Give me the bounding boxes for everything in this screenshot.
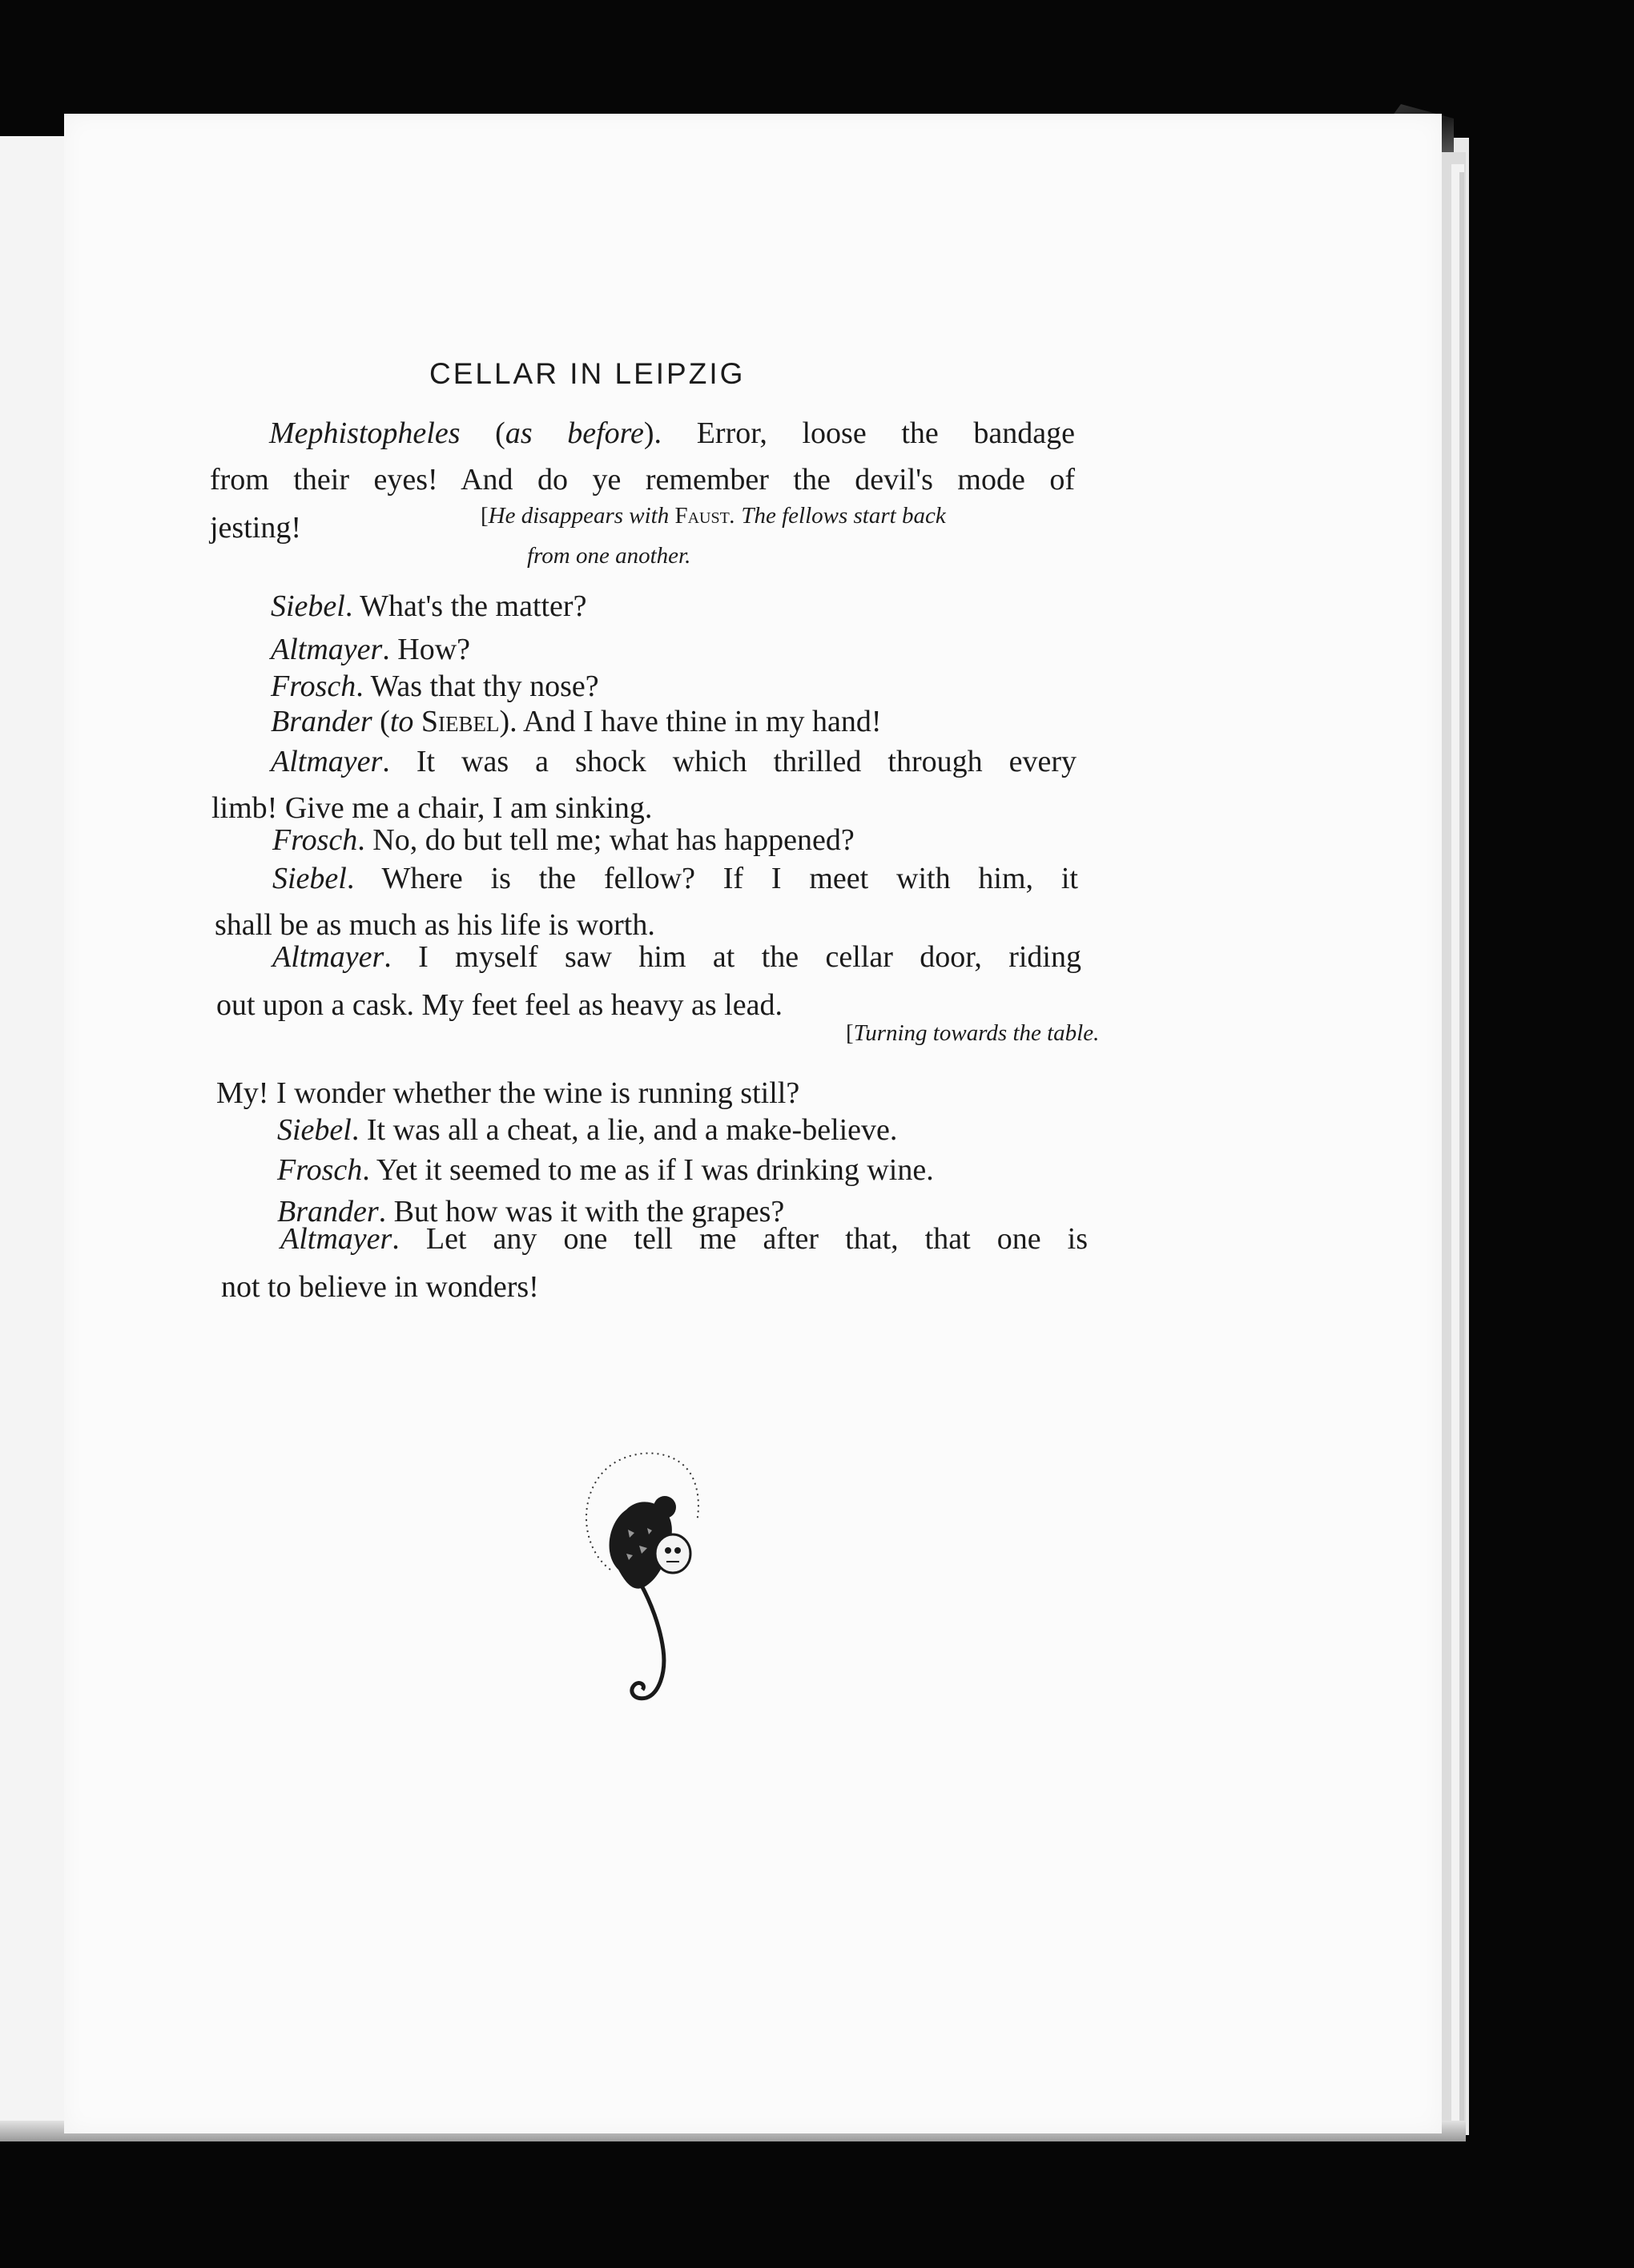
- dialogue-line: Siebel. It was all a cheat, a lie, and a make-believe.: [277, 1113, 898, 1147]
- dialogue-text: Error, loose the bandage: [662, 416, 1075, 450]
- dialogue-continuation: shall be as much as his life is worth.: [215, 908, 655, 942]
- dialogue-line: Altmayer. How?: [271, 633, 471, 666]
- speaker-name: Brander: [271, 705, 372, 738]
- dialogue-text: Yet it seemed to me as if I was drinking wine.: [369, 1153, 934, 1187]
- dialogue-line: Frosch. Was that thy nose?: [271, 670, 599, 703]
- dialogue-text: And I have thine in my hand!: [517, 705, 882, 738]
- speaker-aside: as before: [505, 416, 644, 450]
- dialogue-text: It was a shock which thrilled through every: [389, 745, 1077, 778]
- dialogue-text: Was that thy nose?: [363, 670, 599, 703]
- speaker-aside-name: Siebel: [421, 705, 500, 738]
- dialogue-continuation: not to believe in wonders!: [221, 1270, 539, 1304]
- stage-direction: [Turning towards the table.: [846, 1020, 1100, 1046]
- dialogue-line: Altmayer. Let any one tell me after that, that one is: [280, 1222, 1088, 1256]
- dialogue-line: Frosch. Yet it seemed to me as if I was drinking wine.: [277, 1153, 934, 1187]
- dialogue-text: It was all a cheat, a lie, and a make-believe.: [359, 1113, 898, 1147]
- dialogue-continuation: out upon a cask. My feet feel as heavy as lead.: [216, 988, 783, 1022]
- speaker-name: Brander: [277, 1195, 379, 1228]
- dialogue-line: Frosch. No, do but tell me; what has happened?: [272, 823, 855, 857]
- dialogue-line: Siebel. Where is the fellow? If I meet with him, it: [272, 862, 1078, 895]
- speaker-name: Altmayer: [272, 940, 384, 974]
- speaker-aside: to: [389, 705, 414, 738]
- speaker-name: Altmayer: [280, 1222, 392, 1256]
- monkey-with-skull-vignette-icon: [570, 1434, 730, 1738]
- stage-direction: [He disappears with Faust. The fellows start back: [481, 503, 946, 529]
- dialogue-line: Brander. But how was it with the grapes?: [277, 1195, 785, 1228]
- dialogue-continuation: jesting!: [210, 511, 301, 545]
- speaker-name: Siebel: [277, 1113, 352, 1147]
- dialogue-text: Let any one tell me after that, that one is: [399, 1222, 1088, 1256]
- dialogue-line: Siebel. What's the matter?: [271, 589, 587, 623]
- speaker-name: Mephistopheles: [269, 416, 461, 450]
- dialogue-text: What's the matter?: [352, 589, 587, 623]
- dialogue-line: Brander (to Siebel). And I have thine in my hand!: [271, 705, 882, 738]
- speaker-name: Siebel: [271, 589, 345, 623]
- dialogue-continuation: limb! Give me a chair, I am sinking.: [211, 791, 653, 825]
- speaker-name: Altmayer: [271, 745, 383, 778]
- stage-direction-name: Faust: [674, 503, 730, 529]
- dialogue-text: I myself saw him at the cellar door, riding: [391, 940, 1081, 974]
- facing-page-edge: [0, 136, 70, 2130]
- speaker-name: Frosch: [277, 1153, 363, 1187]
- dialogue-line: Mephistopheles (as before). Error, loose the bandage: [269, 416, 1075, 450]
- speaker-name: Frosch: [271, 670, 356, 703]
- dialogue-continuation: from their eyes! And do ye remember the devil's mode of: [210, 463, 1075, 497]
- dialogue-continuation: My! I wonder whether the wine is running still?: [216, 1076, 800, 1110]
- speaker-name: Frosch: [272, 823, 358, 857]
- dialogue-text: How?: [389, 633, 471, 666]
- stage-direction: from one another.: [527, 543, 691, 569]
- page-stack-edge: [1459, 172, 1464, 2122]
- dialogue-text: Where is the fellow? If I meet with him, it: [354, 862, 1078, 895]
- dialogue-line: Altmayer. It was a shock which thrilled through every: [271, 745, 1077, 778]
- dialogue-text: But how was it with the grapes?: [386, 1195, 785, 1228]
- dialogue-text: No, do but tell me; what has happened?: [364, 823, 855, 857]
- speaker-name: Siebel: [272, 862, 347, 895]
- dialogue-line: Altmayer. I myself saw him at the cellar door, riding: [272, 940, 1081, 974]
- speaker-name: Altmayer: [271, 633, 383, 666]
- page-title: CELLAR IN LEIPZIG: [429, 357, 746, 390]
